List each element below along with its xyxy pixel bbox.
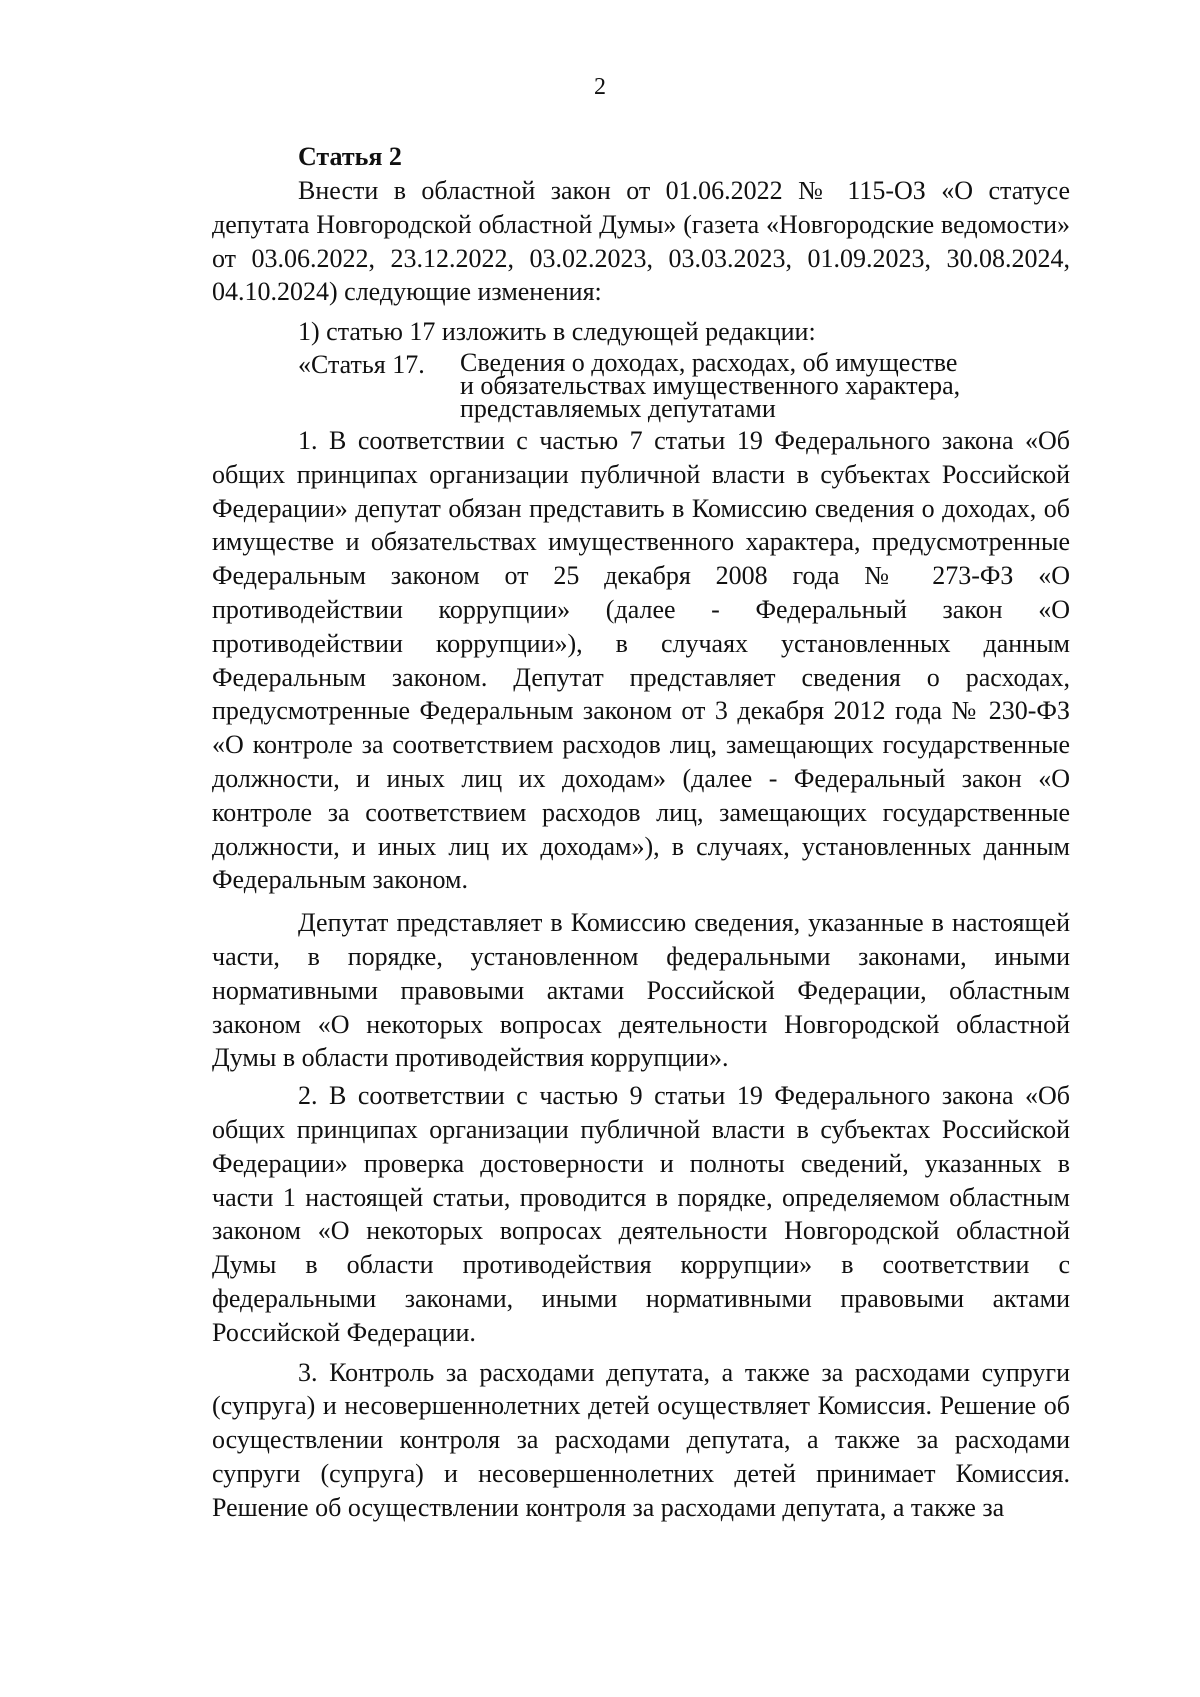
article-17-title-line: и обязательствах имущественного характера, (460, 370, 961, 400)
paragraph-part-1-continued: Депутат представляет в Комиссию сведения, указанные в настоящей части, в порядке, установленном федеральными законами, иными нормативными правовыми актами Российской Федерации, областным законом «О некоторых вопросах деятельности Новгородской областной Думы в области противодействия коррупции». (212, 908, 1070, 1073)
paragraph-part-3: 3. Контроль за расходами депутата, а также за расходами супруги (супруга) и несовершеннолетних детей осуществляет Комиссия. Решение об осуществлении контроля за расходами депутата, а также за расходами супруги (супруга) и несовершеннолетних детей принимает Комиссия. Решение об осуществлении контроля за расходами депутата, а также за (212, 1357, 1070, 1522)
article-17-heading (212, 347, 1070, 423)
article-17-title-line: представляемых депутатами (460, 393, 776, 423)
paragraph-part-1: 1. В соответствии с частью 7 статьи 19 Федерального закона «Об общих принципах организации публичной власти в субъектах Российской Федерации» депутат обязан представить в Комиссию сведения о доходах, об имуществе и обязательствах имущественного характера, предусмотренные Федеральным законом от 25 декабря 2008 года № 273-ФЗ «О противодействии коррупции» (далее - Федеральный закон «О противодействии коррупции»), в случаях установленных данным Федеральным законом. Депутат представляет сведения о расходах, предусмотренные Федеральным законом от 3 декабря 2012 года № 230-ФЗ «О контроле за соответствием расходов лиц, замещающих государственные должности, и иных лиц их доходам» (далее - Федеральный закон «О контроле за соответствием расходов лиц, замещающих государственные должности, и иных лиц их доходам»), в случаях, установленных данным Федеральным законом. (212, 425, 1070, 895)
document-body (212, 140, 1070, 1524)
article-17-title (460, 347, 1020, 423)
article-17-title-line: Сведения о доходах, расходах, об имуществе (460, 347, 958, 377)
paragraph-part-2: 2. В соответствии с частью 9 статьи 19 Федерального закона «Об общих принципах организации публичной власти в субъектах Российской Федерации» проверка достоверности и полноты сведений, указанных в части 1 настоящей статьи, проводится в порядке, определяемом областным законом «О некоторых вопросах деятельности Новгородской областной Думы в области противодействия коррупции» в соответствии с федеральными законами, иными нормативными правовыми актами Российской Федерации. (212, 1081, 1070, 1347)
article-17-label: «Статья 17. (298, 349, 425, 379)
page-number: 2 (594, 74, 606, 100)
amendment-item-1: 1) статью 17 изложить в следующей редакции: (298, 317, 816, 347)
intro-paragraph: Внести в областной закон от 01.06.2022 № 115-ОЗ «О статусе депутата Новгородской областной Думы» (газета «Новгородские ведомости» от 03.06.2022, 23.12.2022, 03.02.2023, 03.03.2023, 01.09.2023, 30.08.2024, 04.10.2024) следующие изменения: (212, 176, 1070, 307)
article-heading: Статья 2 (298, 142, 402, 171)
